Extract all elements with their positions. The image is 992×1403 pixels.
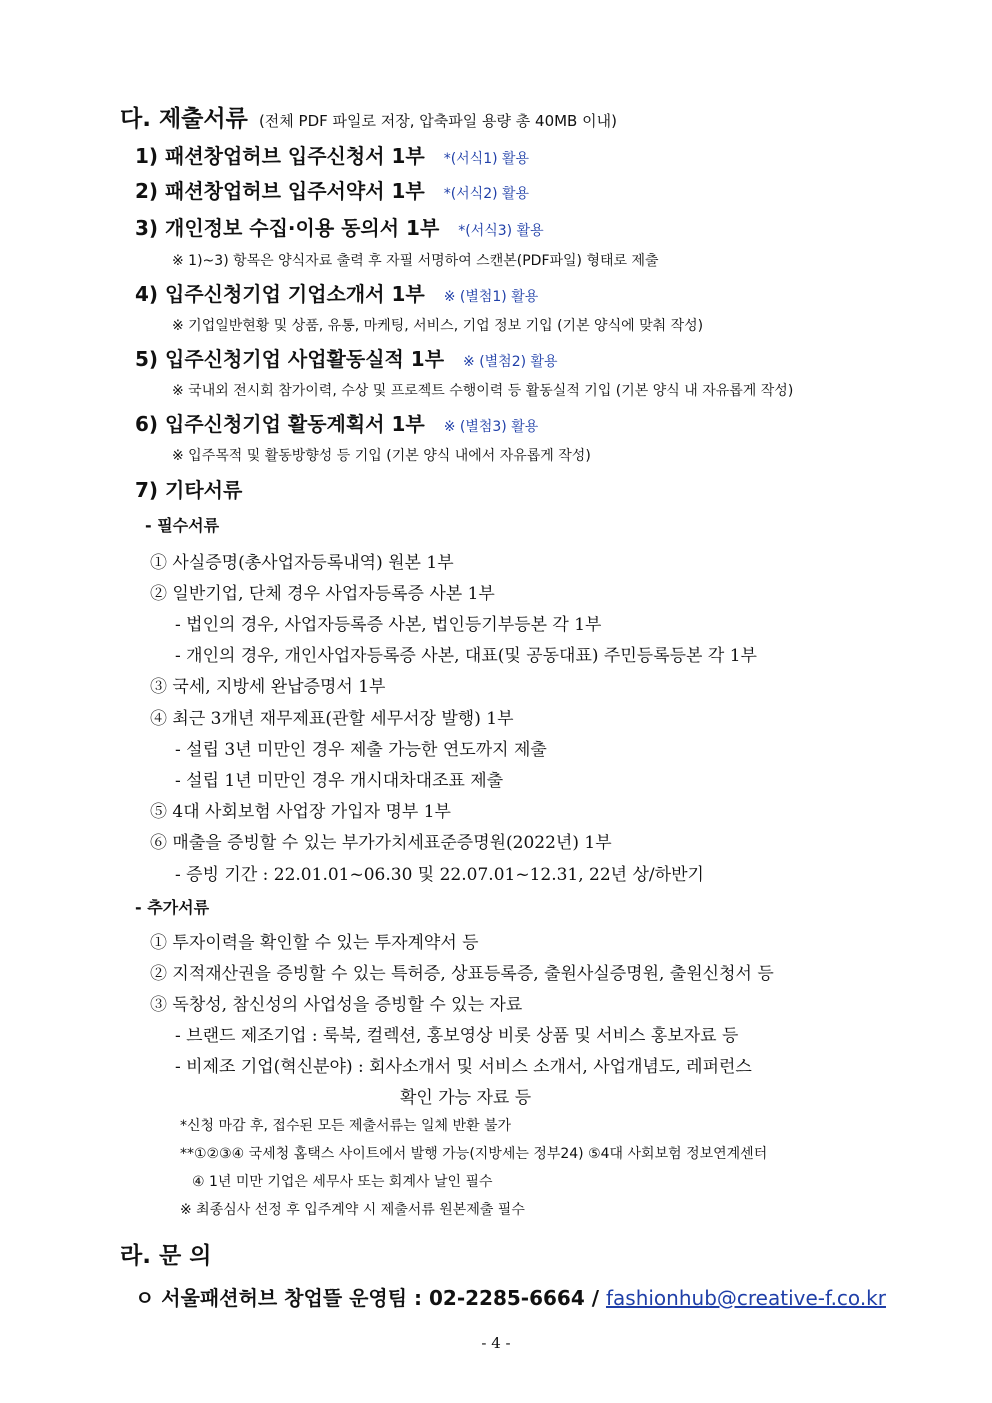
item-number: 5) — [135, 347, 159, 371]
additional-docs-title: - 추가서류 — [135, 898, 210, 917]
item-1 — [135, 140, 529, 169]
required-line-8: - 설립 1년 미만인 경우 개시대차대조표 제출 — [175, 771, 504, 791]
item-number: 1) — [135, 144, 159, 168]
footnote-1: *신청 마감 후, 접수된 모든 제출서류는 일체 반환 불가 — [180, 1118, 512, 1134]
item-number: 2) — [135, 179, 159, 203]
item-5 — [135, 343, 558, 372]
additional-line-5: - 비제조 기업(혁신분야) : 회사소개서 및 서비스 소개서, 사업개념도, 레퍼런스 — [175, 1057, 752, 1077]
footnote-4: ※ 최종심사 선정 후 입주계약 시 제출서류 원본제출 필수 — [180, 1202, 525, 1218]
section-e-title: 라. 문 의 — [120, 1243, 212, 1269]
contact-bullet: ㅇ — [135, 1286, 155, 1310]
item-number: 6) — [135, 412, 159, 436]
item-number: 4) — [135, 282, 159, 306]
footnote-3: ④ 1년 미만 기업은 세무사 또는 회계사 날인 필수 — [192, 1174, 493, 1190]
item-tag: ※ (별첨2) 활용 — [463, 354, 558, 370]
item-text: 기타서류 — [165, 478, 243, 502]
item-text: 개인정보 수집·이용 동의서 1부 — [165, 216, 440, 240]
note-4: ※ 입주목적 및 활동방향성 등 기입 (기본 양식 내에서 자유롭게 작성) — [172, 448, 591, 464]
item-number: 3) — [135, 216, 159, 240]
item-7 — [135, 474, 242, 503]
item-tag: *(서식2) 활용 — [443, 186, 530, 202]
contact-line — [135, 1282, 886, 1311]
required-line-5: ③ 국세, 지방세 완납증명서 1부 — [150, 677, 386, 697]
item-text: 입주신청기업 사업활동실적 1부 — [165, 347, 445, 371]
required-line-3: - 법인의 경우, 사업자등록증 사본, 법인등기부등본 각 1부 — [175, 615, 602, 635]
additional-line-4: - 브랜드 제조기업 : 룩북, 컬렉션, 홍보영상 비롯 상품 및 서비스 홍보자료 등 — [175, 1026, 739, 1046]
required-line-10: ⑥ 매출을 증빙할 수 있는 부가가치세표준증명원(2022년) 1부 — [150, 833, 612, 853]
required-line-4: - 개인의 경우, 개인사업자등록증 사본, 대표(및 공동대표) 주민등록등본 각 1부 — [175, 646, 757, 666]
item-tag: *(서식3) 활용 — [458, 223, 544, 239]
footnote-2: **①②③④ 국세청 홈택스 사이트에서 발행 가능(지방세는 정부24) ⑤4대 사회보험 정보연계센터 — [180, 1146, 768, 1162]
item-number: 7) — [135, 478, 159, 502]
required-docs-title: - 필수서류 — [145, 516, 220, 535]
item-tag: ※ (별첨3) 활용 — [443, 419, 539, 435]
note-3: ※ 국내외 전시회 참가이력, 수상 및 프로젝트 수행이력 등 활동실적 기입 (기본 양식 내 자유롭게 작성) — [172, 383, 794, 399]
additional-line-3: ③ 독창성, 참신성의 사업성을 증빙할 수 있는 자료 — [150, 995, 523, 1015]
required-line-7: - 설립 3년 미만인 경우 제출 가능한 연도까지 제출 — [175, 740, 547, 760]
contact-email-link[interactable]: fashionhub@creative-f.co.kr — [605, 1286, 886, 1310]
item-6 — [135, 408, 538, 437]
additional-line-2: ② 지적재산권을 증빙할 수 있는 특허증, 상표등록증, 출원사실증명원, 출원신청서 등 — [150, 964, 774, 984]
contact-label: 서울패션허브 창업뜰 운영팀 : 02-2285-6664 / — [161, 1286, 600, 1310]
item-text: 입주신청기업 기업소개서 1부 — [165, 282, 425, 306]
additional-line-6: 확인 가능 자료 등 — [400, 1088, 532, 1108]
page-number: - 4 - — [481, 1334, 511, 1352]
note-1: ※ 1)~3) 항목은 양식자료 출력 후 자필 서명하여 스캔본(PDF파일) 형태로 제출 — [172, 253, 659, 269]
required-line-9: ⑤ 4대 사회보험 사업장 가입자 명부 1부 — [150, 802, 451, 822]
section-d-heading — [120, 100, 617, 133]
item-4 — [135, 278, 538, 307]
item-3 — [135, 212, 544, 241]
item-2 — [135, 175, 529, 204]
item-tag: ※ (별첨1) 활용 — [443, 289, 539, 305]
section-d-note: (전체 PDF 파일로 저장, 압축파일 용량 총 40MB 이내) — [258, 112, 617, 130]
required-line-1: ① 사실증명(총사업자등록내역) 원본 1부 — [150, 553, 454, 573]
required-line-11: - 증빙 기간 : 22.01.01~06.30 및 22.07.01~12.31, 22년 상/하반기 — [175, 865, 704, 885]
additional-line-1: ① 투자이력을 확인할 수 있는 투자계약서 등 — [150, 933, 479, 953]
item-text: 입주신청기업 활동계획서 1부 — [165, 412, 425, 436]
section-d-title: 다. 제출서류 — [120, 106, 248, 132]
note-2: ※ 기업일반현황 및 상품, 유통, 마케팅, 서비스, 기업 정보 기입 (기본 양식에 맞춰 작성) — [172, 318, 704, 334]
item-text: 패션창업허브 입주신청서 1부 — [165, 144, 425, 168]
item-tag: *(서식1) 활용 — [443, 151, 530, 167]
required-line-2: ② 일반기업, 단체 경우 사업자등록증 사본 1부 — [150, 584, 495, 604]
item-text: 패션창업허브 입주서약서 1부 — [165, 179, 425, 203]
required-line-6: ④ 최근 3개년 재무제표(관할 세무서장 발행) 1부 — [150, 709, 514, 729]
